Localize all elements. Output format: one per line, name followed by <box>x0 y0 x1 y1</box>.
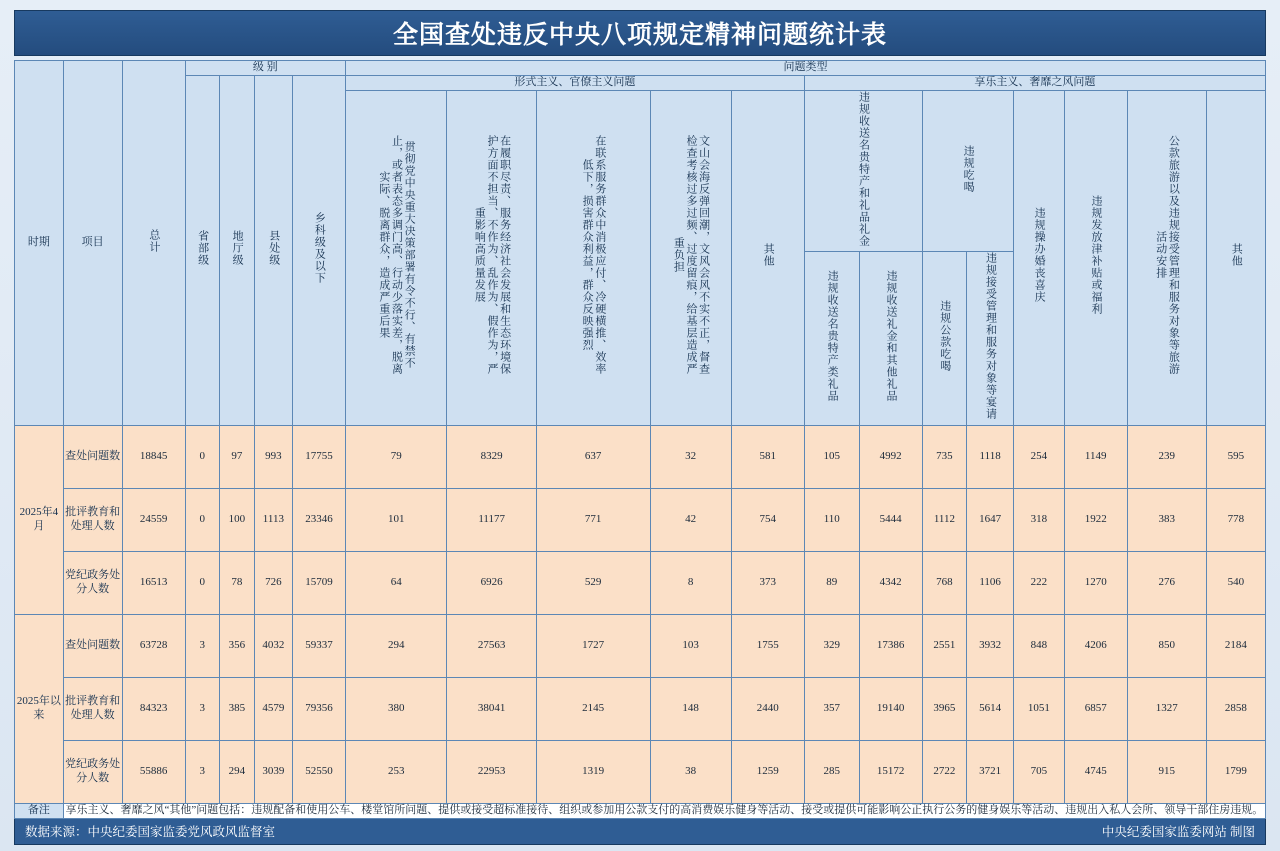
header-hedonism-travel: 公款旅游以及违规接受管理和服务对象等旅游活动安排 <box>1127 90 1206 426</box>
table-row <box>15 552 1266 615</box>
cell-dining-2: 3932 <box>967 615 1014 678</box>
table-row <box>15 678 1266 741</box>
cell-total: 55886 <box>122 741 185 804</box>
table-row <box>15 741 1266 804</box>
note-text: 享乐主义、奢靡之风“其他”问题包括：违规配备和使用公车、楼堂馆所问题、提供或接受超标准接待、组织或参加用公款支付的高消费娱乐健身等活动、接受或提供可能影响公正执行公务的健身娱乐等活动、违规出入私人会所、领导干部住房违规。 <box>63 804 1265 819</box>
cell-other: 595 <box>1206 426 1265 489</box>
cell-level-county: 993 <box>254 426 293 489</box>
period-label-april: 2025年4月 <box>15 426 64 615</box>
header-dining-sub-2: 违规接受管理和服务对象等宴请 <box>967 252 1014 426</box>
page-title-bar <box>14 10 1266 56</box>
cell-gift-1: 110 <box>804 489 859 552</box>
cell-formalism-4: 42 <box>650 489 731 552</box>
cell-gift-1: 285 <box>804 741 859 804</box>
cell-wedding: 1051 <box>1013 678 1064 741</box>
note-row <box>15 804 1266 819</box>
header-dining-sub-1: 违规公款吃喝 <box>922 252 967 426</box>
note-label: 备注 <box>15 804 64 819</box>
cell-formalism-other: 1259 <box>731 741 804 804</box>
footer-credit: 中央纪委国家监委网站 制图 <box>1101 825 1255 840</box>
cell-formalism-1: 101 <box>345 489 447 552</box>
header-item: 项目 <box>63 61 122 426</box>
header-level-group: 级 别 <box>185 61 345 76</box>
period-label-ytd: 2025年以来 <box>15 615 64 804</box>
cell-level-township: 17755 <box>293 426 346 489</box>
row-item-label: 党纪政务处分人数 <box>63 741 122 804</box>
cell-formalism-4: 38 <box>650 741 731 804</box>
row-item-label: 党纪政务处分人数 <box>63 552 122 615</box>
cell-total: 16513 <box>122 552 185 615</box>
header-hedonism-gift: 违规收送名贵特产和礼品礼金 <box>804 90 922 252</box>
header-formalism-col-3: 在联系服务群众中消极应付、冷硬横推、效率低下，损害群众利益，群众反映强烈 <box>536 90 650 426</box>
header-level-county: 县处级 <box>254 75 293 425</box>
page-title: 全国查处违反中央八项规定精神问题统计表 <box>392 22 887 49</box>
cell-subsidy: 6857 <box>1064 678 1127 741</box>
footer-bar <box>14 819 1266 845</box>
header-formalism-col-1: 贯彻党中央重大决策部署有令不行、有禁不止，或者表态多调门高、行动少落实差，脱离实际、脱离群众，造成严重后果 <box>345 90 447 426</box>
cell-level-province: 0 <box>185 489 220 552</box>
cell-other: 2184 <box>1206 615 1265 678</box>
header-period: 时期 <box>15 61 64 426</box>
row-item-label: 查处问题数 <box>63 615 122 678</box>
row-item-label: 查处问题数 <box>63 426 122 489</box>
cell-formalism-4: 148 <box>650 678 731 741</box>
cell-dining-1: 768 <box>922 552 967 615</box>
cell-formalism-4: 8 <box>650 552 731 615</box>
cell-dining-2: 1106 <box>967 552 1014 615</box>
cell-dining-1: 2551 <box>922 615 967 678</box>
cell-gift-1: 105 <box>804 426 859 489</box>
cell-dining-1: 2722 <box>922 741 967 804</box>
cell-total: 24559 <box>122 489 185 552</box>
cell-formalism-other: 373 <box>731 552 804 615</box>
cell-subsidy: 1149 <box>1064 426 1127 489</box>
header-gift-sub-1: 违规收送名贵特产类礼品 <box>804 252 859 426</box>
cell-level-prefecture: 294 <box>220 741 255 804</box>
header-level-province: 省部级 <box>185 75 220 425</box>
header-total: 总计 <box>122 61 185 426</box>
cell-level-township: 59337 <box>293 615 346 678</box>
header-formalism-group: 形式主义、官僚主义问题 <box>345 75 804 90</box>
cell-formalism-4: 103 <box>650 615 731 678</box>
cell-level-province: 3 <box>185 678 220 741</box>
header-gift-sub-2: 违规收送礼金和其他礼品 <box>859 252 922 426</box>
cell-travel: 383 <box>1127 489 1206 552</box>
cell-gift-2: 4342 <box>859 552 922 615</box>
cell-total: 84323 <box>122 678 185 741</box>
cell-level-prefecture: 385 <box>220 678 255 741</box>
cell-formalism-other: 581 <box>731 426 804 489</box>
cell-formalism-other: 754 <box>731 489 804 552</box>
cell-level-county: 4032 <box>254 615 293 678</box>
cell-wedding: 705 <box>1013 741 1064 804</box>
header-hedonism-other: 其他 <box>1206 90 1265 426</box>
cell-formalism-2: 27563 <box>447 615 536 678</box>
cell-gift-1: 89 <box>804 552 859 615</box>
cell-formalism-other: 2440 <box>731 678 804 741</box>
cell-formalism-2: 8329 <box>447 426 536 489</box>
footer-source: 数据来源：中央纪委国家监委党风政风监督室 <box>25 825 276 840</box>
header-hedonism-wedding: 违规操办婚丧喜庆 <box>1013 90 1064 426</box>
cell-gift-2: 15172 <box>859 741 922 804</box>
cell-formalism-2: 22953 <box>447 741 536 804</box>
cell-formalism-3: 529 <box>536 552 650 615</box>
cell-gift-2: 17386 <box>859 615 922 678</box>
cell-formalism-2: 38041 <box>447 678 536 741</box>
cell-formalism-3: 771 <box>536 489 650 552</box>
cell-level-province: 3 <box>185 615 220 678</box>
cell-formalism-3: 1319 <box>536 741 650 804</box>
cell-formalism-1: 253 <box>345 741 447 804</box>
cell-dining-1: 3965 <box>922 678 967 741</box>
cell-formalism-other: 1755 <box>731 615 804 678</box>
header-row-1 <box>15 61 1266 76</box>
cell-level-county: 1113 <box>254 489 293 552</box>
cell-other: 1799 <box>1206 741 1265 804</box>
cell-gift-1: 329 <box>804 615 859 678</box>
row-item-label: 批评教育和处理人数 <box>63 678 122 741</box>
cell-level-prefecture: 78 <box>220 552 255 615</box>
header-formalism-col-4: 文山会海反弹回潮，文风会风不实不正，督查检查考核过多过频、过度留痕，给基层造成严重负担 <box>650 90 731 426</box>
cell-formalism-3: 637 <box>536 426 650 489</box>
cell-subsidy: 1922 <box>1064 489 1127 552</box>
header-problem-type-group: 问题类型 <box>345 61 1265 76</box>
cell-dining-2: 5614 <box>967 678 1014 741</box>
statistics-table <box>14 60 1266 819</box>
cell-other: 2858 <box>1206 678 1265 741</box>
cell-level-province: 0 <box>185 426 220 489</box>
cell-formalism-1: 64 <box>345 552 447 615</box>
cell-wedding: 848 <box>1013 615 1064 678</box>
table-row <box>15 426 1266 489</box>
cell-travel: 276 <box>1127 552 1206 615</box>
cell-dining-1: 735 <box>922 426 967 489</box>
cell-formalism-1: 294 <box>345 615 447 678</box>
cell-formalism-3: 1727 <box>536 615 650 678</box>
cell-dining-2: 3721 <box>967 741 1014 804</box>
cell-dining-1: 1112 <box>922 489 967 552</box>
cell-formalism-2: 6926 <box>447 552 536 615</box>
table-row <box>15 615 1266 678</box>
cell-formalism-4: 32 <box>650 426 731 489</box>
table-row <box>15 489 1266 552</box>
cell-level-province: 0 <box>185 552 220 615</box>
cell-formalism-1: 380 <box>345 678 447 741</box>
cell-gift-2: 5444 <box>859 489 922 552</box>
cell-level-county: 726 <box>254 552 293 615</box>
cell-total: 18845 <box>122 426 185 489</box>
cell-formalism-3: 2145 <box>536 678 650 741</box>
cell-level-prefecture: 100 <box>220 489 255 552</box>
cell-level-province: 3 <box>185 741 220 804</box>
header-level-prefecture: 地厅级 <box>220 75 255 425</box>
cell-level-township: 79356 <box>293 678 346 741</box>
cell-gift-2: 19140 <box>859 678 922 741</box>
cell-subsidy: 4745 <box>1064 741 1127 804</box>
cell-dining-2: 1118 <box>967 426 1014 489</box>
cell-subsidy: 4206 <box>1064 615 1127 678</box>
cell-travel: 850 <box>1127 615 1206 678</box>
cell-formalism-2: 11177 <box>447 489 536 552</box>
cell-level-prefecture: 356 <box>220 615 255 678</box>
cell-gift-1: 357 <box>804 678 859 741</box>
header-formalism-col-2: 在履职尽责、服务经济社会发展和生态环境保护方面不担当、不作为、乱作为、假作为，严重影响高质量发展 <box>447 90 536 426</box>
cell-level-township: 23346 <box>293 489 346 552</box>
header-hedonism-subsidy: 违规发放津补贴或福利 <box>1064 90 1127 426</box>
cell-other: 540 <box>1206 552 1265 615</box>
cell-dining-2: 1647 <box>967 489 1014 552</box>
header-level-township: 乡科级及以下 <box>293 75 346 425</box>
cell-level-township: 52550 <box>293 741 346 804</box>
cell-other: 778 <box>1206 489 1265 552</box>
cell-travel: 239 <box>1127 426 1206 489</box>
cell-level-prefecture: 97 <box>220 426 255 489</box>
cell-formalism-1: 79 <box>345 426 447 489</box>
cell-level-township: 15709 <box>293 552 346 615</box>
cell-total: 63728 <box>122 615 185 678</box>
cell-wedding: 222 <box>1013 552 1064 615</box>
header-hedonism-dining: 违规吃喝 <box>922 90 1013 252</box>
cell-wedding: 318 <box>1013 489 1064 552</box>
header-hedonism-group: 享乐主义、奢靡之风问题 <box>804 75 1265 90</box>
row-item-label: 批评教育和处理人数 <box>63 489 122 552</box>
cell-level-county: 4579 <box>254 678 293 741</box>
cell-travel: 1327 <box>1127 678 1206 741</box>
cell-level-county: 3039 <box>254 741 293 804</box>
cell-wedding: 254 <box>1013 426 1064 489</box>
cell-gift-2: 4992 <box>859 426 922 489</box>
header-row-2 <box>15 75 1266 90</box>
cell-travel: 915 <box>1127 741 1206 804</box>
header-formalism-other: 其他 <box>731 90 804 426</box>
cell-subsidy: 1270 <box>1064 552 1127 615</box>
